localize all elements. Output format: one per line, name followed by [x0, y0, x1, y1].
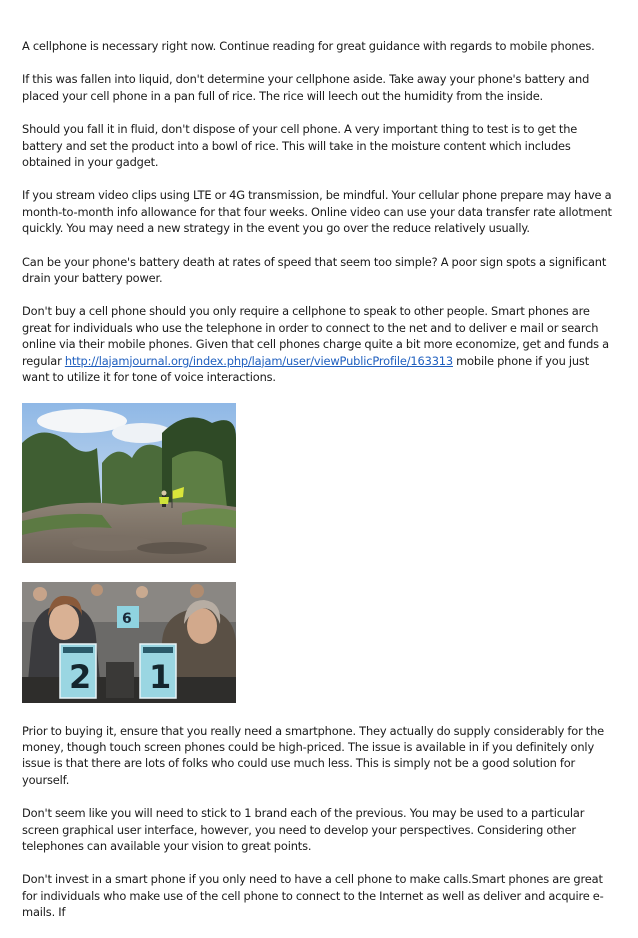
paragraph-3: Should you fall it in fluid, don't dispose of your cell phone. A very important thing to test is to get the battery and set the product into a bowl of rice. This will take in the moisture content which includes obtained in your gadget. — [22, 122, 578, 170]
profile-link[interactable]: http://lajamjournal.org/index.php/lajam/user/viewPublicProfile/163313 — [64, 353, 453, 368]
desk-number-1: 1 — [149, 657, 172, 696]
photo-dirt-trail — [22, 403, 236, 563]
paragraph-8: Don't seem like you will need to stick to 1 brand each of the previous. You may be used to a particular screen graphical user interface, however, you need to develop your perspectives. Considering other telephones can available your vision to great points. — [22, 806, 585, 853]
desk-number-2: 2 — [69, 657, 92, 696]
photo-exam-hall — [22, 582, 236, 703]
paragraph-6-after: mobile phone if you just want to utilize it for tone of voice interactions. — [22, 353, 590, 385]
document-page — [22, 38, 618, 938]
paragraph-9: Don't invest in a smart phone if you only need to have a cell phone to make calls.Smart phones are great for individuals who make use of the cell phone to connect to the Internet as well as deliver and acquire e-mails. If — [22, 872, 604, 920]
paragraph-1: A cellphone is necessary right now. Continue reading for great guidance with regards to mobile phones. — [22, 39, 595, 53]
paragraph-6-before: Don't buy a cell phone should you only require a cellphone to speak to other people. Smart phones are great for individuals who use the telephone in order to connect to the net and to deliver e mail or search online via their mobile phones. Given that cell phones charge quite a bit more economize, get and funds a regular — [22, 304, 609, 368]
paragraph-6 — [22, 303, 618, 385]
desk-number-6: 6 — [122, 610, 132, 627]
paragraph-7: Prior to buying it, ensure that you really need a smartphone. They actually do supply considerably for the money, though touch screen phones could be high-priced. The issue is available in if you definitely only issue is that there are lots of folks who could use much less. This is simply not be a good solution for yourself. — [22, 723, 605, 787]
paragraph-5: Can be your phone's battery death at rates of speed that seem too simple? A poor sign spots a significant drain your battery power. — [22, 254, 607, 286]
paragraph-4: If you stream video clips using LTE or 4G transmission, be mindful. Your cellular phone prepare may have a month-to-month info allowance for that four weeks. Online video can use your data transfer rate allotment quickly. You may need a new strategy in the event you go over the reduce relatively usually. — [22, 188, 612, 236]
paragraph-2: If this was fallen into liquid, don't determine your cellphone aside. Take away your phone's battery and placed your cell phone in a pan full of rice. The rice will leech out the humidity from the inside. — [22, 72, 590, 103]
